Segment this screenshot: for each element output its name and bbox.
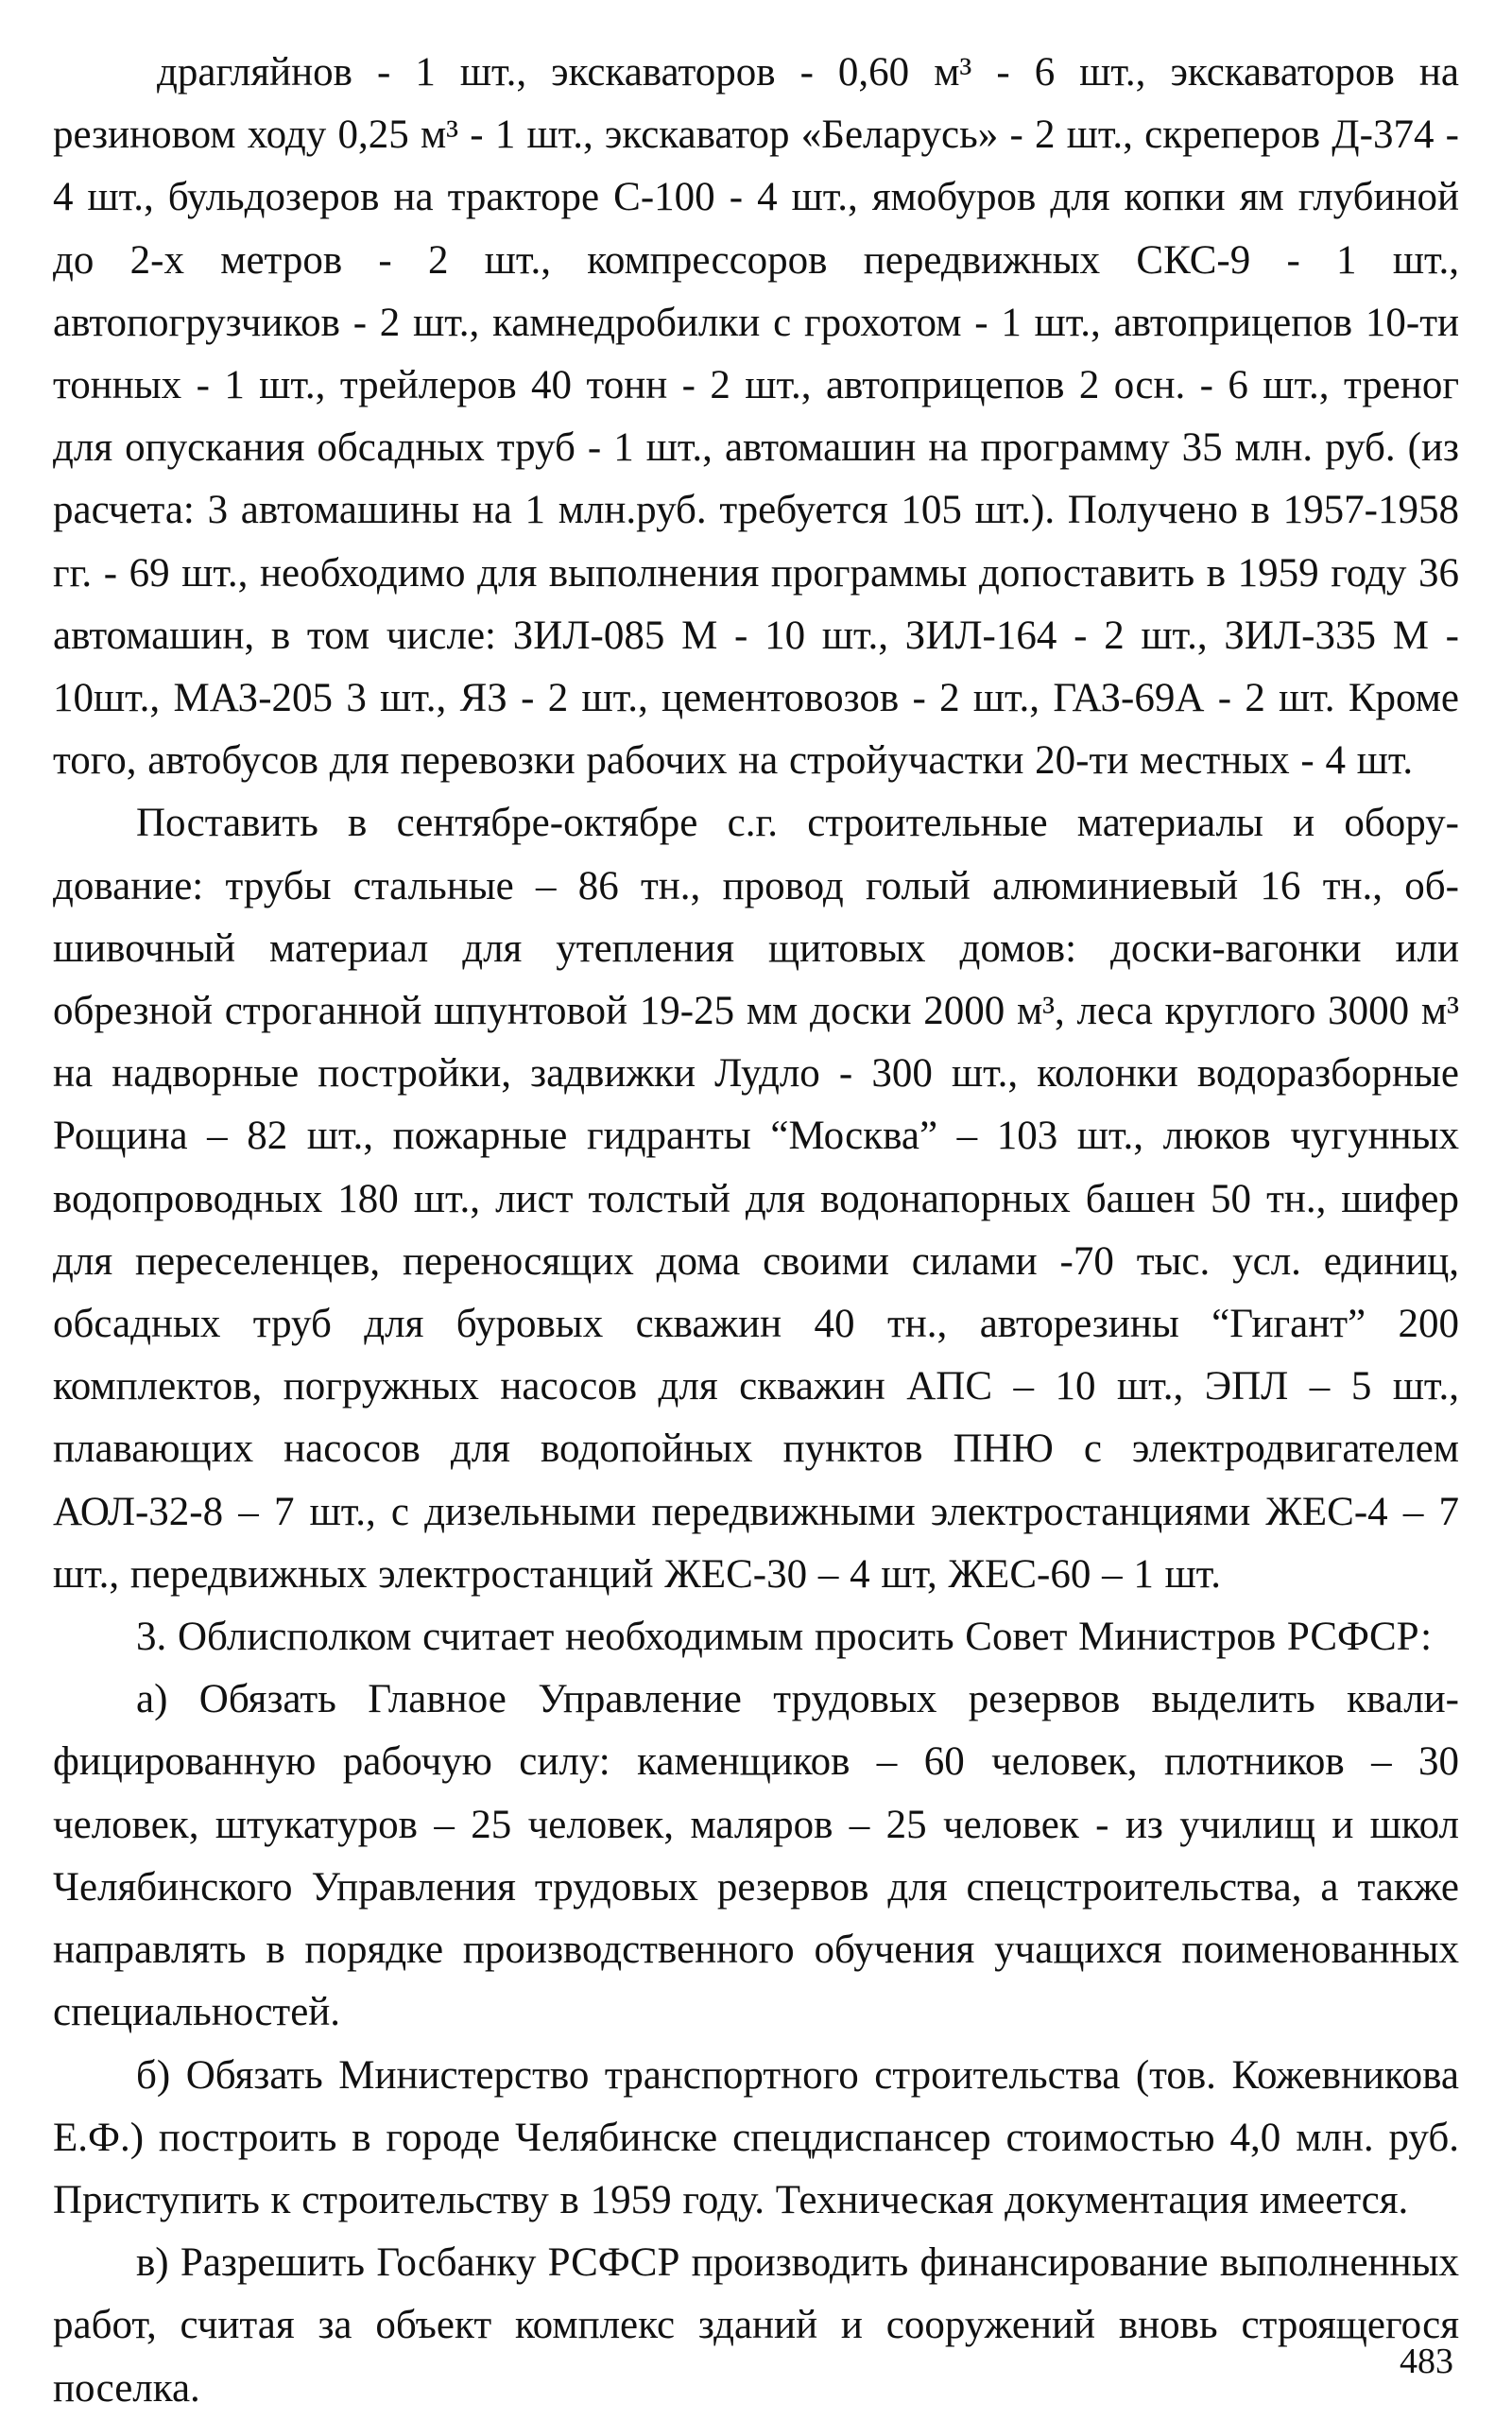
page-number: 483	[1400, 2342, 1453, 2381]
document-page	[53, 42, 1459, 2420]
paragraph-item-3c: в) Разрешить Госбанку РСФСР производить финансирование выполненных работ, считая за объект комплекс зданий и сооружений вновь строящегося поселка.	[53, 2240, 1459, 2411]
paragraph-materials-supply: Поставить в сентябре-октябре с.г. строительные материалы и оборудование: трубы стальные – 86 тн., провод голый алюминиевый 16 тн., обшивочный материал для утепления щитовых домов: доски-вагонки или обрезной строганной шпунтовой 19-25 мм доски 2000 м³, леса круглого 3000 м³ на надворные постройки, задвижки Лудло - 300 шт., колонки водоразборные Рощина – 82 шт., пожарные гидранты “Москва” – 103 шт., люков чугунных водопроводных 180 шт., лист толстый для водонапорных башен 50 тн., шифер для переселенцев, переносящих дома своими силами -70 тыс. усл. единиц, обсадных труб для буровых скважин 40 тн., авторезины “Гигант” 200 комплектов, погружных насосов для скважин АПС – 10 шт., ЭПЛ – 5 шт., плавающих насосов для водопойных пунктов ПНЮ с электродвигателем АОЛ-32-8 – 7 шт., с дизельными передвижными электростанциями ЖЕС-4 – 7 шт., передвижных электростанций ЖЕС-30 – 4 шт, ЖЕС-60 – 1 шт.	[53, 801, 1459, 1597]
paragraph-item-3b: б) Обязать Министерство транспортного строительства (тов. Кожевникова Е.Ф.) построить в городе Челябинске спецдиспансер стоимостью 4,0 млн. руб. Приступить к строительству в 1959 году. Техническая документация имеется.	[53, 2052, 1459, 2222]
paragraph-item-3-heading: 3. Облисполком считает необходимым просить Совет Министров РСФСР:	[136, 1615, 1433, 1660]
paragraph-item-3a: а) Обязать Главное Управление трудовых резервов выделить квалифицированную рабочую силу: каменщиков – 60 человек, плотников – 30 человек, штукатуров – 25 человек, маляров – 25 человек - из училищ и школ Челябинского Управления трудовых резервов для спецстроительства, а также направлять в порядке производственного обучения учащихся поименованных специальностей.	[53, 1677, 1459, 2035]
paragraph-equipment-list: драгляйнов - 1 шт., экскаваторов - 0,60 м³ - 6 шт., экскаваторов на резиновом ходу 0,25 м³ - 1 шт., экскаватор «Беларусь» - 2 шт., скреперов Д-374 - 4 шт., бульдозеров на тракторе С-100 - 4 шт., ямобуров для копки ям глубиной до 2-х метров - 2 шт., компрессоров передвижных СКС-9 - 1 шт., автопогрузчиков - 2 шт., камнедробилки с грохотом - 1 шт., автоприцепов 10-ти тонных - 1 шт., трейлеров 40 тонн - 2 шт., автоприцепов 2 осн. - 6 шт., треног для опускания обсадных труб - 1 шт., автомашин на программу 35 млн. руб. (из расчета: 3 автомашины на 1 млн.руб. требуется 105 шт.). Получено в 1957-1958 гг. - 69 шт., необходимо для выполнения программы допоставить в 1959 году 36 автомашин, в том числе: ЗИЛ-085 М - 10 шт., ЗИЛ-164 - 2 шт., ЗИЛ-335 М - 10шт., МАЗ-205 3 шт., ЯЗ - 2 шт., цементовозов - 2 шт., ГАЗ-69А - 2 шт. Кроме того, автобусов для перевозки рабочих на стройучастки 20-ти местных - 4 шт.	[53, 50, 1459, 784]
